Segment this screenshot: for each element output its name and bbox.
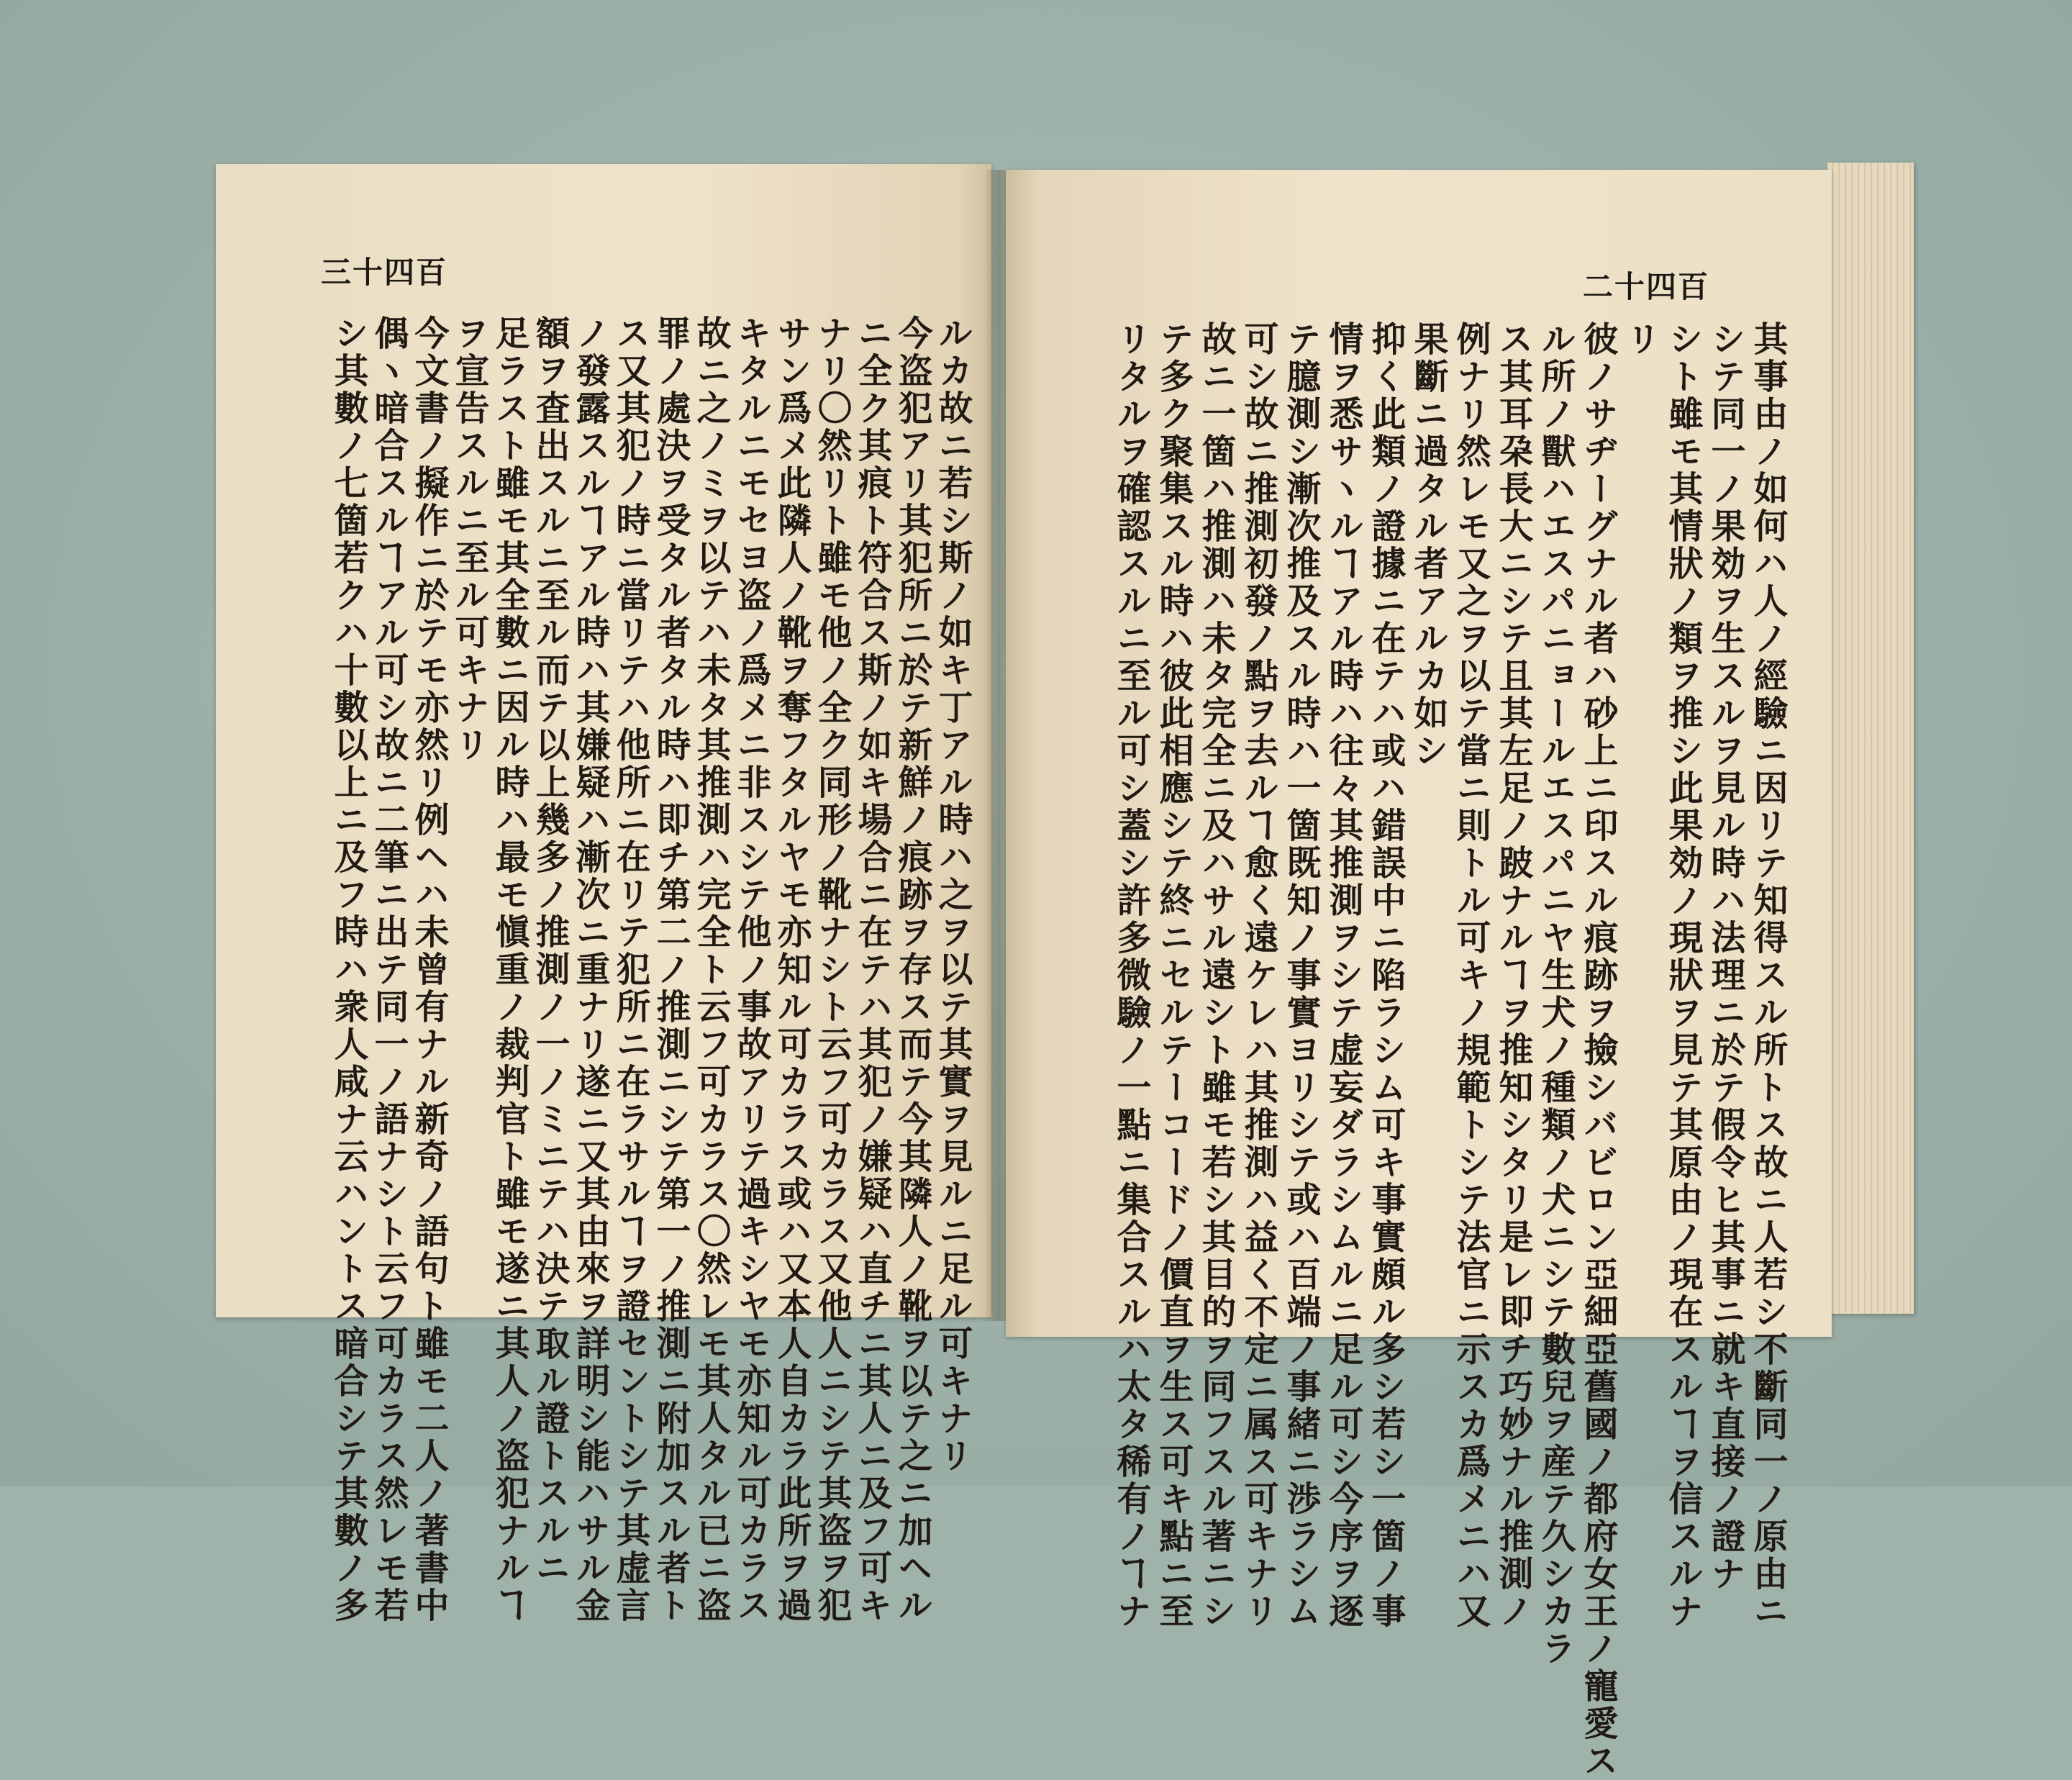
text-column: テ多ク聚集スル時ハ彼此相應シテ終ニセルテーコードノ價直ヲ生ス可キ點ニ至 [1153,321,1194,1630]
text-column: ニ全ク其痕ト符合ス斯ノ如キ場合ニ在テハ其犯ノ嫌疑ハ直チニ其人ニ及フ可キ [852,315,892,1625]
text-column: 今文書ノ擬作ニ於テモ亦然リ例ヘハ未曾有ナル新奇ノ語句ト雖モ二人ノ著書中 [409,315,449,1625]
text-column: ルカ故ニ若シ斯ノ如キ丁アル時ハ之ヲ以テ其實ヲ見ルニ足ル可キナリ [932,315,973,1475]
text-column: 故ニ之ノミヲ以テハ未タ其推測ハ完全ト云フ可カラス〇然レモ其人タル已ニ盗 [691,315,731,1625]
text-column: 罪ノ處決ヲ受タル者タル時ハ即チ第二ノ推測ニシテ第一ノ推測ニ附加スル者ト [650,315,691,1625]
text-column: シト雖モ其情狀ノ類ヲ推シ此果効ノ現狀ヲ見テ其原由ノ現在スルヿヲ信スルナ [1663,321,1703,1630]
right-page [1006,170,1832,1780]
text-column: キタルニモセヨ盗ノ爲メニ非スシテ他ノ事故アリテ過キシヤモ亦知ル可カラス [731,315,771,1625]
text-column: リタルヲ確認スルニ至ル可シ蓋シ許多微驗ノ一點ニ集合スルハ太タ稀有ノヿナ [1111,321,1151,1630]
text-column: ノ發露スルヿアル時ハ其嫌疑ハ漸次ニ重ナリ遂ニ又其由來ヲ詳明シ能ハサル金 [570,315,610,1625]
text-column: 果斷ニ過タル者アルカ如シ [1408,321,1448,770]
text-column: 抑く此類ノ證據ニ在テハ或ハ錯誤中ニ陷ラシム可キ事實頗ル多シ若シ一箇ノ事 [1366,321,1406,1630]
text-column: 今盗犯アリ其犯所ニ於テ新鮮ノ痕跡ヲ存ス而テ今其隣人ノ靴ヲ以テ之ニ加ヘル [892,315,932,1625]
text-column: 故ニ一箇ハ推測ハ未タ完全ニ及ハサル遠シト雖モ若シ其目的ヲ同フスル著ニシ [1196,321,1236,1630]
text-column: シ其數ノ七箇若クハ十數以上ニ及フ時ハ衆人咸ナ云ハントス暗合シテ其數ノ多 [328,315,368,1625]
text-column: サン爲メ此隣人ノ靴ヲ奪フタルヤモ亦知ル可カラス或ハ又本人自カラ此所ヲ過 [771,315,812,1625]
text-column: リ [1620,321,1660,358]
text-column: ル所ノ獸ハエスパニョールエスパニヤ生犬ノ種類ノ犬ニシテ數兒ヲ産テ久シカラ [1535,321,1576,1668]
text-column: ス其耳朶長大ニシテ且其左足ノ跛ナルヿヲ推知シタリ是レ即チ巧妙ナル推測ノ [1493,321,1533,1630]
text-column: 情ヲ悉サヽルヿアル時ハ往々其推測ヲシテ虚妄ダラシムルニ足ル可シ今序ヲ逐 [1323,321,1363,1630]
page-number: 三十四百 [321,255,448,290]
left-page [216,164,991,1625]
page-number: 二十四百 [1583,269,1710,304]
text-column: 例ナリ然レモ又之ヲ以テ當ニ則トル可キノ規範トシテ法官ニ示スカ爲メニハ又 [1450,321,1491,1630]
text-column: ナリ〇然リト雖モ他ノ全ク同形ノ靴ナシト云フ可カラス又他人ニシテ其盗ヲ犯 [812,315,852,1625]
text-column: 彼ノサヂーグナル者ハ砂上ニ印スル痕跡ヲ撿シバビロン亞細亞舊國ノ都府女王ノ寵愛ス [1578,321,1618,1780]
text-column: テ臆測シ漸次推及スル時ハ一箇既知ノ事實ヨリシテ或ハ百端ノ事緒ニ渉ラシム [1281,321,1321,1630]
text-column: シテ同一ノ果効ヲ生スルヲ見ル時ハ法理ニ於テ假令ヒ其事ニ就キ直接ノ證ナ [1705,321,1745,1593]
text-column: 可シ故ニ推測初發ノ點ヲ去ルヿ愈く遠ケレハ其推測ハ益く不定ニ属ス可キナリ [1238,321,1278,1630]
text-column: 足ラスト雖モ其全數ニ因ル時ハ最モ愼重ノ裁判官ト雖モ遂ニ其人ノ盗犯ナルヿ [489,315,530,1625]
text-column: ヲ宣告スルニ至ル可キナリ [449,315,489,764]
text-column: ス又其犯ノ時ニ當リテハ他所ニ在リテ犯所ニ在ラサルヿヲ證セントシテ其虚言 [610,315,650,1625]
page-stack-edges [1827,163,1914,1314]
text-column: 偶ヽ暗合スルヿアル可シ故ニ二筆ニ出テ同一ノ語ナシト云フ可カラス然レモ若 [368,315,409,1625]
text-column: 其事由ノ如何ハ人ノ經驗ニ因リテ知得スル所トス故ニ人若シ不斷同一ノ原由ニ [1748,321,1788,1630]
text-column: 額ヲ査出スルニ至ル而テ以上幾多ノ推測ノ一ノミニテハ決テ取ル證トスルニ [530,315,570,1587]
